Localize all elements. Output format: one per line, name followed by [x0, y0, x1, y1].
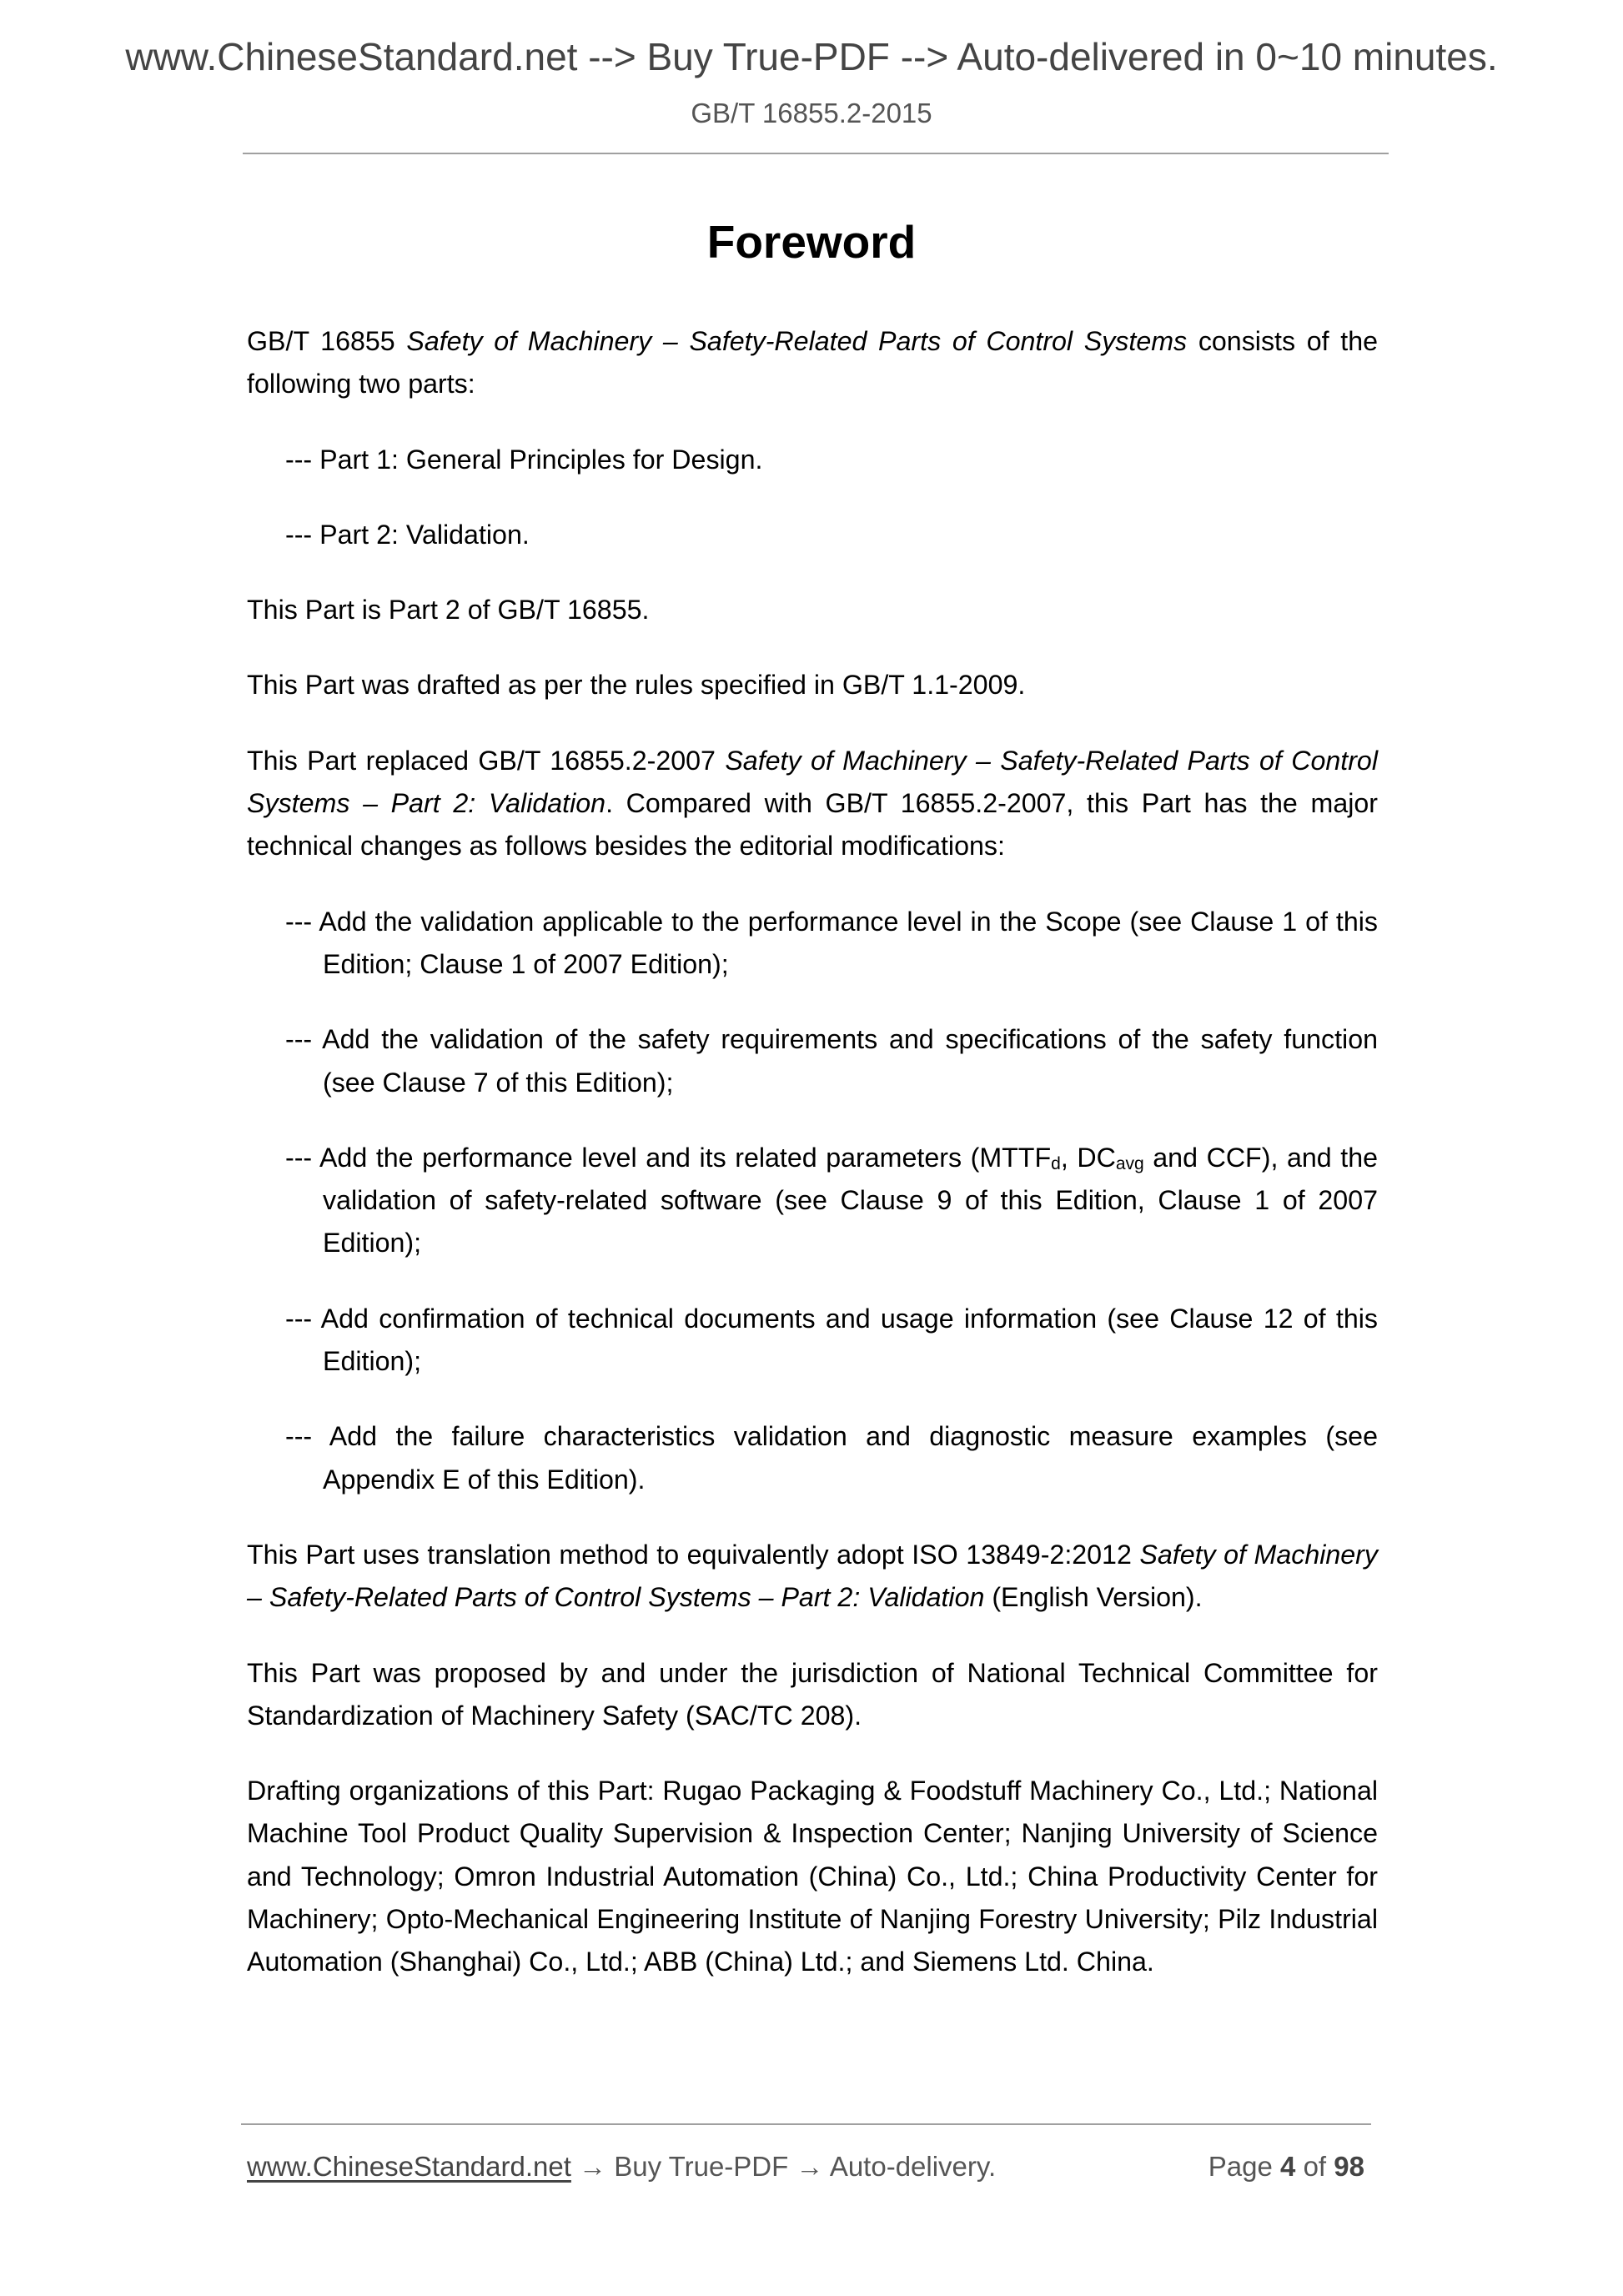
text: consists of the following two parts:: [247, 326, 1378, 399]
italic-title: Safety of Machinery – Safety-Related Parts of Control Systems – Part 2: Validation: [247, 745, 1378, 819]
footer-tagline: → Buy True-PDF → Auto-delivery.: [570, 2151, 997, 2182]
paragraph-part-number: This Part is Part 2 of GB/T 16855.: [247, 595, 650, 625]
italic-title: Safety of Machinery – Safety-Related Parts of Control Systems: [406, 326, 1188, 356]
paragraph-drafting-orgs: Drafting organizations of this Part: Rugao Packaging & Foodstuff Machinery Co., Ltd.; National Machine Tool Product Quality Supervision & Inspection Center; Nanjing University of Science and Technology; Omron Industrial Automation (China) Co., Ltd.; China Productivity Center for Machinery; Opto-Mechanical Engineering Institute of Nanjing Forestry University; Pilz Industrial Automation (Shanghai) Co., Ltd.; ABB (China) Ltd.; and Siemens Ltd. China.: [247, 1776, 1378, 1977]
page-indicator: [1208, 2148, 1364, 2185]
document-body: [247, 320, 1378, 1984]
list-item-part1: --- Part 1: General Principles for Design.: [285, 444, 763, 475]
paragraph-intro: [247, 320, 1378, 406]
of-label: of: [1303, 2151, 1327, 2182]
list-item-change-3: [247, 1137, 1378, 1265]
paragraph-proposed: This Part was proposed by and under the jurisdiction of National Technical Committee for Standardization of Machinery Safety (SAC/TC 208).: [247, 1657, 1378, 1731]
text: (English Version).: [984, 1582, 1203, 1613]
list-item-change-2: --- Add the validation of the safety requirements and specifications of the safety function (see Clause 7 of this Edition);: [285, 1024, 1378, 1098]
list-item-part2: --- Part 2: Validation.: [285, 519, 530, 550]
footer-divider: [241, 2123, 1371, 2125]
text: , DC: [1060, 1142, 1116, 1173]
list-item-change-4: --- Add confirmation of technical documents and usage information (see Clause 12 of this Edition);: [285, 1303, 1378, 1377]
subscript: avg: [1115, 1153, 1144, 1173]
page-label: Page: [1208, 2151, 1273, 2182]
text: This Part uses translation method to equivalently adopt ISO 13849-2:2012: [247, 1539, 1140, 1570]
page-current: 4: [1280, 2151, 1296, 2182]
footer: [247, 2148, 1368, 2185]
paragraph-replaced: [247, 740, 1378, 868]
text: and CCF), and the validation of safety-related software (see Clause 9 of this Edition, Clause 1 of 2007 Edition);: [323, 1142, 1378, 1259]
footer-site-link[interactable]: www.ChineseStandard.net: [247, 2151, 571, 2182]
text: . Compared with GB/T 16855.2-2007, this Part has the major technical changes as follows besides the editorial modifications:: [247, 788, 1378, 862]
text: --- Add the performance level and its related parameters (MTTF: [285, 1142, 1052, 1173]
paragraph-drafting-rules: This Part was drafted as per the rules specified in GB/T 1.1-2009.: [247, 670, 1026, 701]
header-divider: [243, 153, 1389, 154]
text: GB/T 16855: [247, 326, 407, 356]
standard-code: GB/T 16855.2-2015: [691, 98, 932, 128]
header-banner: www.ChineseStandard.net --> Buy True-PDF --> Auto-delivered in 0~10 minutes.: [125, 35, 1498, 78]
italic-title: Safety of Machinery – Safety-Related Parts of Control Systems – Part 2: Validation: [247, 1539, 1378, 1613]
list-item-change-5: --- Add the failure characteristics validation and diagnostic measure examples (see Appendix E of this Edition).: [285, 1421, 1378, 1495]
text: This Part replaced GB/T 16855.2-2007: [247, 745, 726, 776]
page-title: Foreword: [706, 216, 917, 268]
paragraph-adoption: [247, 1534, 1378, 1620]
page-total: 98: [1334, 2151, 1364, 2182]
subscript: d: [1051, 1153, 1061, 1173]
list-item-change-1: --- Add the validation applicable to the performance level in the Scope (see Clause 1 of this Edition; Clause 1 of 2007 Edition);: [285, 906, 1378, 979]
